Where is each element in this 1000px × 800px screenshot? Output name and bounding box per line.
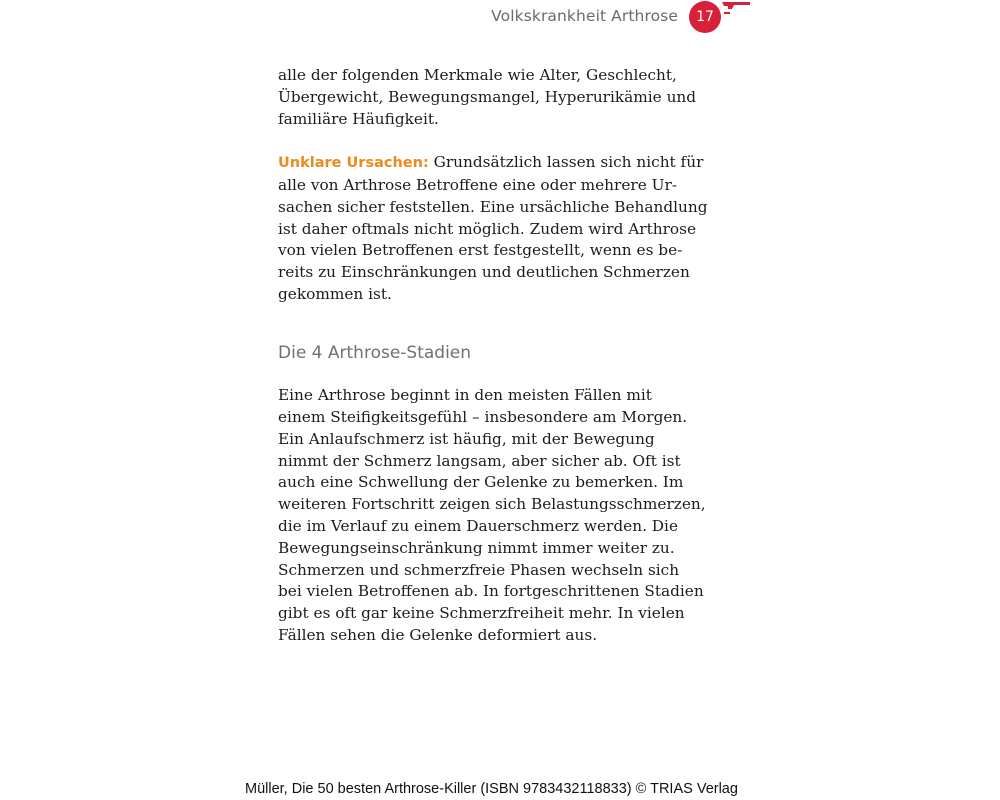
text-line: einem Steifigkeitsgefühl – insbesondere am Morgen. xyxy=(278,408,688,427)
paragraph-risk-factors xyxy=(278,65,697,130)
text-line: Bewegungseinschränkung nimmt immer weiter zu. xyxy=(278,538,675,557)
text-line: alle von Arthrose Betroffene eine oder mehrere Ur- xyxy=(278,175,677,194)
text-line-rest: Grundsätzlich lassen sich nicht für xyxy=(428,153,704,172)
text-line: Fällen sehen die Gelenke deformiert aus. xyxy=(278,626,598,645)
text-line: gibt es oft gar keine Schmerzfreiheit mehr. In vielen xyxy=(278,604,685,623)
running-title: Volkskrankheit Arthrose xyxy=(491,7,678,25)
text-line: Ein Anlaufschmerz ist häufig, mit der Bewegung xyxy=(278,429,655,448)
paragraph-unclear-causes xyxy=(278,152,708,306)
brand-mark-icon xyxy=(720,0,752,22)
text-line: auch eine Schwellung der Gelenke zu bemerken. Im xyxy=(278,473,684,492)
text-line: familiäre Häufigkeit. xyxy=(278,109,439,128)
text-line: Eine Arthrose beginnt in den meisten Fällen mit xyxy=(278,386,652,405)
page-number-badge: 17 xyxy=(689,1,721,33)
section-heading: Die 4 Arthrose-Stadien xyxy=(278,343,472,363)
text-line: die im Verlauf zu einem Dauerschmerz werden. Die xyxy=(278,517,678,536)
unclear-causes-label: Unklare Ursachen: xyxy=(278,155,429,172)
text-line: sachen sicher feststellen. Eine ursächliche Behandlung xyxy=(278,197,708,216)
text-line: alle der folgenden Merkmale wie Alter, Geschlecht, xyxy=(278,66,677,84)
text-line: Übergewicht, Bewegungsmangel, Hyperurikämie und xyxy=(278,87,697,106)
paragraph-stages xyxy=(278,385,706,647)
text-line: Schmerzen und schmerzfreie Phasen wechseln sich xyxy=(278,560,680,579)
running-header xyxy=(0,0,1000,40)
text-line: gekommen ist. xyxy=(278,284,392,303)
text-line: nimmt der Schmerz langsam, aber sicher ab. Oft ist xyxy=(278,451,681,470)
body-text-stages xyxy=(278,370,706,662)
text-line: von vielen Betroffenen erst festgestellt, wenn es be- xyxy=(278,241,683,260)
text-line: bei vielen Betroffenen ab. In fortgeschrittenen Stadien xyxy=(278,582,704,601)
text-line xyxy=(278,152,704,175)
text-line: ist daher oftmals nicht möglich. Zudem wird Arthrose xyxy=(278,219,697,238)
text-line: reits zu Einschränkungen und deutlichen Schmerzen xyxy=(278,263,690,282)
body-text-upper xyxy=(278,65,708,306)
text-line: weiteren Fortschritt zeigen sich Belastungsschmerzen, xyxy=(278,495,706,514)
footer-citation: Müller, Die 50 besten Arthrose-Killer (ISBN 9783432118833) © TRIAS Verlag xyxy=(245,781,738,797)
